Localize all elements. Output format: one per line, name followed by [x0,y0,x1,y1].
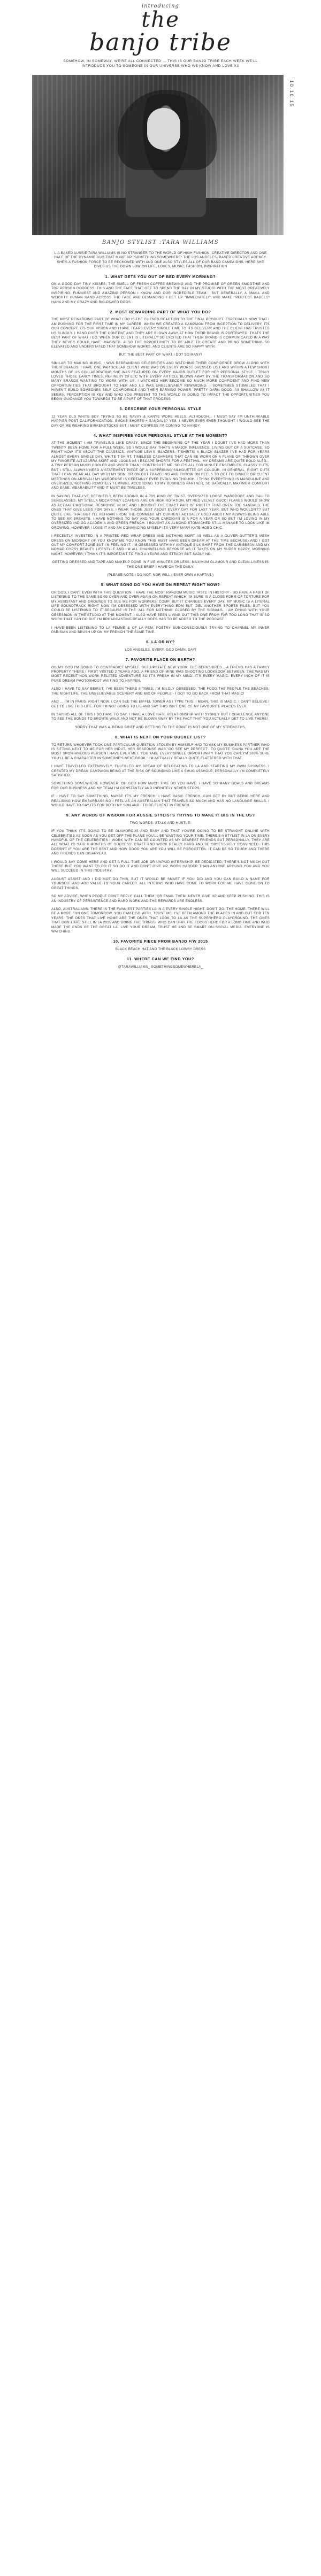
answer-paragraph: GETTING DRESSED AND TAPE AND MAKEUP DONE IN FIVE MINUTES OR LESS. MAXIMUM GLAMOUR AND CLEAN-LINESS IS THE ONE BRIEF I HAVE ON THE DAILY. [52,560,269,569]
answer-paragraph: THE MOST REWARDING PART OF WHAT I DO IS THE CLIENTS REACTION TO THE FINAL PRODUCT. ESPECIALLY NOW THAT I AM PUSHING FOR THE FIRST TIME IN MY CAREER. WHEN WE CREATED A CAMPAIGN FROM INCEPTION TO DELIVERY, ITS OUR CONCEPT, ITS OUR VISION AND I HAVE TEARS EVERY SINGLE TIME TO ITS DELIVERY AND THE CLIENT HAS TRUSTED US BLINDLY. I HAND OVER THE CONTENT AND THEY ARE BLOWN AWAY AT HOW THEIR BRAND IS PORTRAYED. THATS THE BEST PART OF WHAT I DO, WHEN OUR CLIENT IS LITERALLY SO EXCITED THAT THEIR BRAND IS COMMUNICATED IN A WAY THEY NEVER COULD HAVE IMAGINED. ALSO THE OPPORTUNITY TO BE ABLE TO CREATE AND BRING SOMETHING SO ELEVATED AND UNDERSTATED THAT SOMEHOW WORKS, AND CLIENTS ARE SO HAPPY WITH. [51,318,270,349]
question-heading: 2. MOST REWARDING PART OF WHAT YOU DO? [110,310,211,315]
answer-paragraph: I WOULD SAY COME HERE AND GET A FULL TIME JOB OR UNPAID INTERNSHIP. BE DEDICATED, THERE'S NOT MUCH OUT THERE BUT YOU WANT TO DO IT SO DO IT AND DON'T GIVE UP. WORK HARDER THAN ANYONE AROUND YOU AND YOU WILL SUCCEED IN THIS INDUSTRY. [51,860,270,873]
question-heading: 11. WHERE CAN WE FIND YOU? [127,957,194,962]
photo-face [147,108,180,150]
portrait-photo [32,75,284,235]
article-body [51,251,270,973]
question-heading: 1. WHAT GETS YOU OUT OF BED EVERY MORNING? [105,274,216,279]
question-heading: 7. FAVORITE PLACE ON EARTH? [126,657,195,662]
answer-paragraph: SOMETHING SOMEWHERE HOWEVER, OH GOD HOW MUCH TIME DO YOU HAVE. I HAVE SO MANY GOALS AND DREAMS FOR OUR BUSINESS AND MY TEAM I'M CONSTANTLY AND INFINITELY NEVER STOPS. [51,782,270,790]
intro-paragraph: L.A BASED AUSSIE TARA WILLIAMS IS NO STRANGER TO THE WORLD OF HIGH FASHION. CREATIVE DIRECTOR AND ONE HALF OF THE DYNAMIC DUO THAT MAKE UP "SOMETHING SOMEWHERE" THE LOS ANGELES- BASED CREATIVE AGENCY. SHE'S A FASHION FORCE TO BE RECKONED WITH AND ONE ALSO STYLES ALL OF OUR BAND CAMPAIGNS. HERE SHE DIVES US THE DOWN LOW ON LIFE, LOVES, MUSIC, FASHION, INSPIRATION [54,251,267,269]
header-subtitle: SOMEHOW, IN SOMEWAY, WE'RE ALL CONNECTED ... THIS IS OUR BANJO TRIBE EACH WEEK WE'LL INTRODUCE YOU TO SOMEONE IN OUR UNIVERSE WHO WE KNOW AND LOVE XX [63,59,258,68]
answer-paragraph: ALSO I HAVE TO SAY BEIRUT, I'VE BEEN THERE 8 TIMES. I'M MILDLY OBSESSED. THE FOOD THE PEOPLE THE BEACHES. THE NIGHTLIFE. THE UNBELIEVABLE SCENERY AND MIX OF PEOPLE - I GOT TO GO BACK FROM THAT MAGIC! [51,687,270,696]
photo-caption: BANJO STYLIST :TARA WILLIAMS [102,240,219,245]
question-heading: 3. DESCRIBE YOUR PERSONAL STYLE [119,406,202,412]
question-heading: 10. FAVORITE PIECE FROM BANJO F/W 2015 [113,939,208,944]
question-heading: 6. LA OR NY? [146,639,175,645]
answer-paragraph: ALSO, AUSTRALIANS: THERE IS THE FUNNIEST PARTIES LA IN A EVERY SINGLE NIGHT. DON'T GO. THE HOME. THERE WILL BE A MORE FUN ONE TOMORROW. YOU CAN'T GO WITH, TRUST ME. I'VE BEEN AMONG THE PLACES IN AND OUT FOR TEN YEARS. THE ONES THAT LIVE HOME ARE THE ONES THAT LOOK TO LA AS THE SUPERHERO PLAYGROUND. THE ONES THAT DON'T ARE STILL IN LA 2015 AND DOING THE THINGS. WHO CAN STAY THE FOCUS HERE FOR A LONG TIME AND WHO MADE THE ENDS OF THE GREAT LA. LIVE YOUR DREAM, TRUST ME AND BE SMART ON SOCIAL MEDIA. EVERYONE IS WATCHING. [51,907,270,934]
answer-paragraph: BLACK BEACH HAT AND THE BLACK LOWRY DRESS [115,947,206,951]
answer-paragraph: SIMILAR TO MAKING MUSIC, I WAS REBRANDING CELEBRITIES AND WATCHING THEIR CONFIDENCE GROW ALONG WITH THEIR BRANDS. I HAVE ONE PARTICULAR CLIENT WHO WAS ON EVERY WORST DRESSED LIST AND WITHIN A FEW SHORT MONTHS OF US COLLABORATING SHE WAS FEATURED ON EVERY MAJOR OUTLET FOR HER PERSONAL STYLE. I TRULY LOVED THOSE EARLY TIMES, REFINERY 29 ETC WITH EVERY ARTICLE BLOWN AWAY BY THE TRANSFORMATION AND SO MANY BRANDS WANTING TO WORK WITH US. I WATCHED HER BECOME SO MUCH MORE CONFIDENT AND FIND NEW OPPORTUNITIES THAT BROUGHT TO HER AND US WAS UNBELIEVABLY REWARDING. I SOMETIMES STUMBLED THAT I HAVEN'T BUILD SOMEONES SELF CONFIDENCE AND THEIR EARNING POWER. PRETTY DARN GOOD. AS SHALLOW AS IT SEEMS, PERCEPTION IS KEY AND WHO YOU PRESENT TO THE WORLD IS GOING TO IMPACT THE OPPORTUNITIES YOU BEGIN GUIDANCE YOU TOWARDS TO BE A PART OF THAT PROCESS. [51,361,270,401]
question-heading: 8. WHAT IS NEXT ON YOUR BUCKET LIST? [115,735,206,740]
answer-paragraph: AND ... I'M IN PARIS. RIGHT NOW. I CAN SEE THE EIFFEL TOWER AS I TYPE THIS. I MEAN, THIS IS MAGIC. I CAN'T BELIEVE I GET TO LIVE THIS LIFE. FOR I'M NOT GOING TO LIE AND SAY THIS ISN'T ONE OF MY FAVOURITE PLACES EVER. [51,700,270,708]
answer-paragraph: I HAVE BEEN LISTENING TO LA FEMME & OF LA FEM, POETRY SUB-CONSCIOUSLY TRYING TO CHANNEL MY INNER PARISIAN AND BRUSH UP ON MY FRENCH THE SAME TIME. [51,626,270,635]
answer-paragraph: TO RETURN WHOEVER TOOK ONE PARTICULAR QUESTION STOLEN BY HIMSELF HAD TO ASK MY BUSINESS PARTNER WHO IS SITTING NEXT TO ME FOR HER INPUT. HER RESPONSE WAS 'GO SEE MY PERFECT'. TO QUOTE 'DIANA YOU ARE THE MOST SPONTANEOUS PERSON I HAVE EVER MET. YOU TAKE EVERY SINGLE OPPORTUNITY THAT YOU CAN. I'M 100% SURE YOU'LL BE A CHARACTER IN SOMEONE'S NEXT BOOK.' I'M ACTUALLY REALLY QUITE FLATTERED WITH THAT. [51,743,270,760]
answer-paragraph: LOS ANGELES. EVERY. GOD DAMN. DAY! [125,647,196,652]
answer-paragraph: SORRY THAT WAS 4. BEING BRIEF AND GETTING TO THE POINT IS NOT ONE OF MY STRENGTHS. [75,725,246,729]
answer-paragraph: IN SAYING THAT I'VE DEFINITELY BEEN ADDING IN A 70S KIND OF TWIST. OVERSIZED LOOSE WARDROBE AND CALLED SUNGLASSES. MY STELLA MCCARTNEY LOAFERS ARE ON HIGH ROTATION. MY RED VELVET GUCCI FLARES WOULD SHOW AS ACTUAL EMOTIONAL RESPONSE IN ME AND I BOUGHT THE EXACT PAIR OF PRETTY THAT OPEN TOE SANDALS. THE ONES THAT GIVE LEGS FOR DAYS. I WEAR THOSE JUST ABOUT EVERY DAY FOR LAST YEAR. BUT WHO WOULDN'T? BUT QUITE LIKE THAT BUT I'LL REFRAIN FROM THE COMMENT MY CURRENT ACTUALLY USED ABOUT MY ALWAYS BEING ABLE TO SEE MY BREASTS. I HAVE NOTHING TO SAY AND YOUR CARDIGAN IS A FOR A YEAR OR SO BUT I'M LOVING IN MY OVERSIZED INDIGO ACADEMIA AND GREEN FRENCH. I BOUGHT AN ALMOND STOMACHED STILL MANAGE TO LOOK LIKE IM GROWING. HOWEVER I LOVE IT AND AM CONVINCING MYSELF ITS VERY MARY KATE HOBO CHIC. [51,494,270,530]
answer-paragraph: @TARAWILLIAMS_ SOMETHINGSOMEWHERELA_ [118,965,203,969]
answer-paragraph: 12 YEAR OLD WHITE BOY TRYING TO BE NAVVY & KANYE WORE HEELS. ALTHOUGH... I MUST SAY I'M UNTHINKABLE HAPPIER POST CALIFORNICATION. SMOKE SHORTS + SANDALS? YES. I NEVER EVER EVER THOUGHT I WOULD SEE THE DAY OF ME WEARING BIRKENSTOCKS BUT I MUST CONFESS I'M COMING TO HANDY [51,414,270,428]
answer-paragraph: SO MY ADVICE, WHEN PEOPLE DON'T REPLY, CALL THEM. OR EMAIL THEM. NEVER GIVE UP AND KEEP PUSHING. THIS IS AN INDUSTRY OF PERSISTENCE AND HARD WORK AND THE REWARDS ARE ENDLESS. [51,894,270,903]
answer-paragraph: IF YOU THINK IT'S GOING TO BE GLAMOROUS AND EASY AND THAT YOU'RE GOING TO BE STRAIGHT ONLINE WITH CELEBRITIES AS SOON AS YOU GET OFF THE PLANE YOU'LL BE WASTING YOUR TIME. THERE'S A STYLIST IN LA ON EVERY HANDFUL OF THE CELEBRITIES I WORK WITH CAN BE COUNTED AS MY DEAREST FRIENDS BUT PERSONALLY, THEY ARE ALL WHAT I'D SAID 6 MONTHS OF SUCCESS. CRAFT AND WORK REALLY HARD AND BE OBSESSIVELY CONVINCED. THIS DOESN'T IF YOU ARE THE BEST AND HOW GOOD YOU ARE YOU WILL BE FORGOTTEN. IT CAN BE SO TOUGH AND THERE AND FRIENDS CAN DISAPPEAR. [51,829,270,856]
feature-date [287,80,308,123]
answer-paragraph: AUGUST ASSIST AND I DID NOT DO THIS, BUT IT WOULD BE SMART IF YOU DID AND YOU CAN BUILD A NAME FOR YOURSELF AND ADD VALUE TO YOUR CAREER. ALL INTERNS WHO HAVE COME TO WORK FOR ME HAVE GONE ON TO GREAT THINGS. [51,877,270,890]
answer-paragraph: I HAVE TRAVELLED EXTENSIVELY, FULFILLED MY DREAM OF RELOCATING TO LA AND STARTING MY OWN BUSINESS. I CREATED MY DREAM CAMPAIGN BEING AT THE RISK OF SOUNDING LIKE A SMUG ASSHOLE, PERSONALLY I'M COMPLETELY SATISFIED. [51,765,270,777]
answer-paragraph: OH GOD, I CAN'T EVEN WITH THIS QUESTION. I HAVE THE MOST RANDOM MUSIC TASTE IN HISTORY - SO HAVE A HABIT OF LISTENING TO THE SAME SONG OVER AND OVER AGAIN ON REPEAT WHICH I'M SURE IS A CLOSE FORM OF TORTURE FOR MY ASSISTANT AND GROUNDS TO SUE ME FOR WORKERS' COMP. BUT IT CHANGES EVERY DAY. MY MUSIC IS A LITERAL LIFE SOUNDTRACK RIGHT NOW I'M OBSESSED WITH EVERYTHING EDM BUT 'DEL ANOTHER SPORTS FILES. BUT YOU COULD BE LISTENING TO IT BECAUSE IS THE 'ALL FOR NOTHING' CLOSED BY THE SIGNALS. I AM DYING WITH YOUR OBSESSION IN THE STUDIO AT THE MOMENT. I ALSO HAVE BEEN LIVING OUT THIS ONE FROM FAR TOO LONG THAT IS SO WORK THAT CAN DO BUT I'M BROADCASTING REALLY DOES HAS TO BE ADDED TO THE PODCAST. [51,590,270,622]
question-heading: 4. WHAT INSPIRES YOUR PERSONAL STYLE AT THE MOMENT? [93,433,228,438]
answer-paragraph: IN SAYING ALL OF THIS I DO HAVE TO SAY, I HAVE A LOVE HATE RELATIONSHIP WITH SYDNEY BUT I CHALLENGE ANYONE TO SEE THE BONDS TO BRONTE WALK AND NOT BE BLOWN AWAY BY THE FACT THAT YOU ACTUALLY GET TO LIVE THERE! [51,712,270,721]
page-title-line2: banjo tribe [89,29,232,56]
answer-paragraph: I RECENTLY INVESTED IN A PRINTED RED WRAP DRESS AND NOTHING SKIRT AS WELL AS A OLIVER GUTTER'S MESH DRESS ON MIDNIGHT (IF YOU KNOW ME YOU KNOW THIS MUST HAVE BEEN DREAM AT THE TIME BECAUSE) AND I GOT OUT MY COMFORT ZONE BUT I'M FEELING IT. I'M OBSESSED WITH MY ANTIQUE SILK SHIRT FROM THE CARIBBEAN AND MY NOMAD GYPSY BEAUTY LIFESTYLE AND I'M ALL CHANNELLING BEYONCE AS IT TAKES ON MY SUPER HAPPY, MORNING NIGHT. HOWEVER, I THINK IT'S IMPORTANT TO FIND A YEARS AND STEADY BUT SADLY NO. [51,534,270,556]
page-title-line1: the [141,7,180,32]
answer-paragraph: ON A GOOD DAY TINY KISSES, THE SMELL OF FRESH COFFEE BREWING AND THE PROMISE OF GREEN SMOOTHIE AND TOP PERSON GODDESS. THIS AND THE FACT THAT GET TO SPEND THE DAY IN MY STUDIO WITH THE MOST CREATIVELY INSPIRING, FUNNIEST AND AMAZING PERSON I KNOW AND OUR INCREDIBLE TEAM... BUT GENERALLY, A SMALL AND WEIGHTY HUMAN HAND ACROSS THE FACE AND DEMANDING I GET UP "IMMEDIATELY" AND MAKE "PERFECT BAGELS" HAHA AND MY CRAZY AND BIG-PAWED DOGS. [51,282,270,304]
answer-paragraph: AT THE MOMENT I AM TRAVELING LIKE CRAZY. SINCE THE BEGINNING OF THE YEAR I DOUBT I'VE HAD MORE THAN TWENTY BEEN HOME FOR A FULL WEEK. SO I WOULD SAY THAT'S A MAJOR INFLUENCE, LIVING OUT OF A SUITCASE. SO RIGHT NOW IT'S ABOUT THE CLASSICS. VINTAGE LEVI'S, BLAZERS, T-SHIRTS. A BLACK BLAZER I'VE HAD FOR YEARS ALMOST EVERY SINGLE DAY. WHITE T-SHIRT, TIMELESS CASHMERE THAT CAN BE WORN ON A PLANE OR THROWN OVER MY FAVORITE ALTUZARRA SKIRT AND LOOKS AS I ESCAPE SHORTS FOR A FESTIVAL. MY DREAMS ARE QUITE BOLD ALSO... A TINY PERSON MUCH COOLER AND WISER THAN I CONTRIBUTE ME. SO IT'S ALL FOR MINUTE ENSEMBLES. CLASSY CUTS, BUT I STILL ALWAYS NEED A STATEMENT PIECE OF A SURPRISING SILHOUETTE OR COLOUR. IN GENERAL, RIGHT CUTS THAT I CAN WEAR ALL DAY WITH MY SON, OR ON OUT TRAVELING AND THROW ON HEELS TO GET TO DINNER OR CLIENT MEETINGS ON ARRIVAL! MY WARDROBE IS CERTAINLY EVER EVOLVING THOUGH. I THINK EVERYTHING IS MASCULINE AND OVERSIZED, NOTHING REMOTELY FEMININE ACCORDING TO MY BUSINESS PARTNER, SO BASICALLY, MAXIMUM COMFORT AND EASE, WEARABILITY AND IT MUST BE TIMELESS. [51,441,270,490]
feature-date-text: 10.10.15 [289,80,294,108]
answer-paragraph: IF I HAVE TO SAY SOMETHING, MAYBE IT'S MY FRENCH. I HAVE BASIC FRENCH, CAN GET BY BUT BEING HERE AND REALISING HOW EMBARRASSING I FEEL AS AN AUSTRALIAN THAT TRAVELS SO MUCH AND HAS NO LANGUAGE SKILLS. I WOULD HAVE TO SAY ITS FOR BOTH MY SON AND I TO BE FLUENT IN FRENCH. [51,795,270,807]
answer-paragraph: OH MY GOD I'M GOING TO CONTRADICT MYSELF. BUT UPSTATE NEW YORK. THE BERKSHIRES... A FRIEND HAS A FAMILY PROPERTY THERE I FIRST VISITED 2 YEARS AGO. A FRIEND OF MINE WAS SHOOTING LOOKBOOK BETWEEN. THE WAS MY MOST RECENT NON-WORK RELATED ADVENTURE SO IT'S FRESH IN MY MIND. IT'S EVERY MAGIC. EVERY INCH OF IT IS PURE DREAM PHOTOSHOOT WAITING TO HAPPEN. [51,665,270,683]
question-heading: 5. WHAT SONG DO YOU HAVE ON REPEAT RIGHT NOW? [101,582,220,588]
answer-paragraph: (PLEASE NOTE I DO NOT, NOR WILL I EVER OWN A KAFTAN.) [107,573,214,577]
question-heading: 9. ANY WORDS OF WISDOM FOR AUSSIE STYLISTS TRYING TO MAKE IT BIG IN THE US? [66,813,255,818]
page-title [0,9,321,55]
header-intro: introducing [142,3,179,9]
answer-paragraph: TWO WORDS. STALK AND HUSTLE. [129,821,192,825]
answer-paragraph: BUT THE BEST PART OF WHAT I DO? SO MANY! [119,353,202,357]
